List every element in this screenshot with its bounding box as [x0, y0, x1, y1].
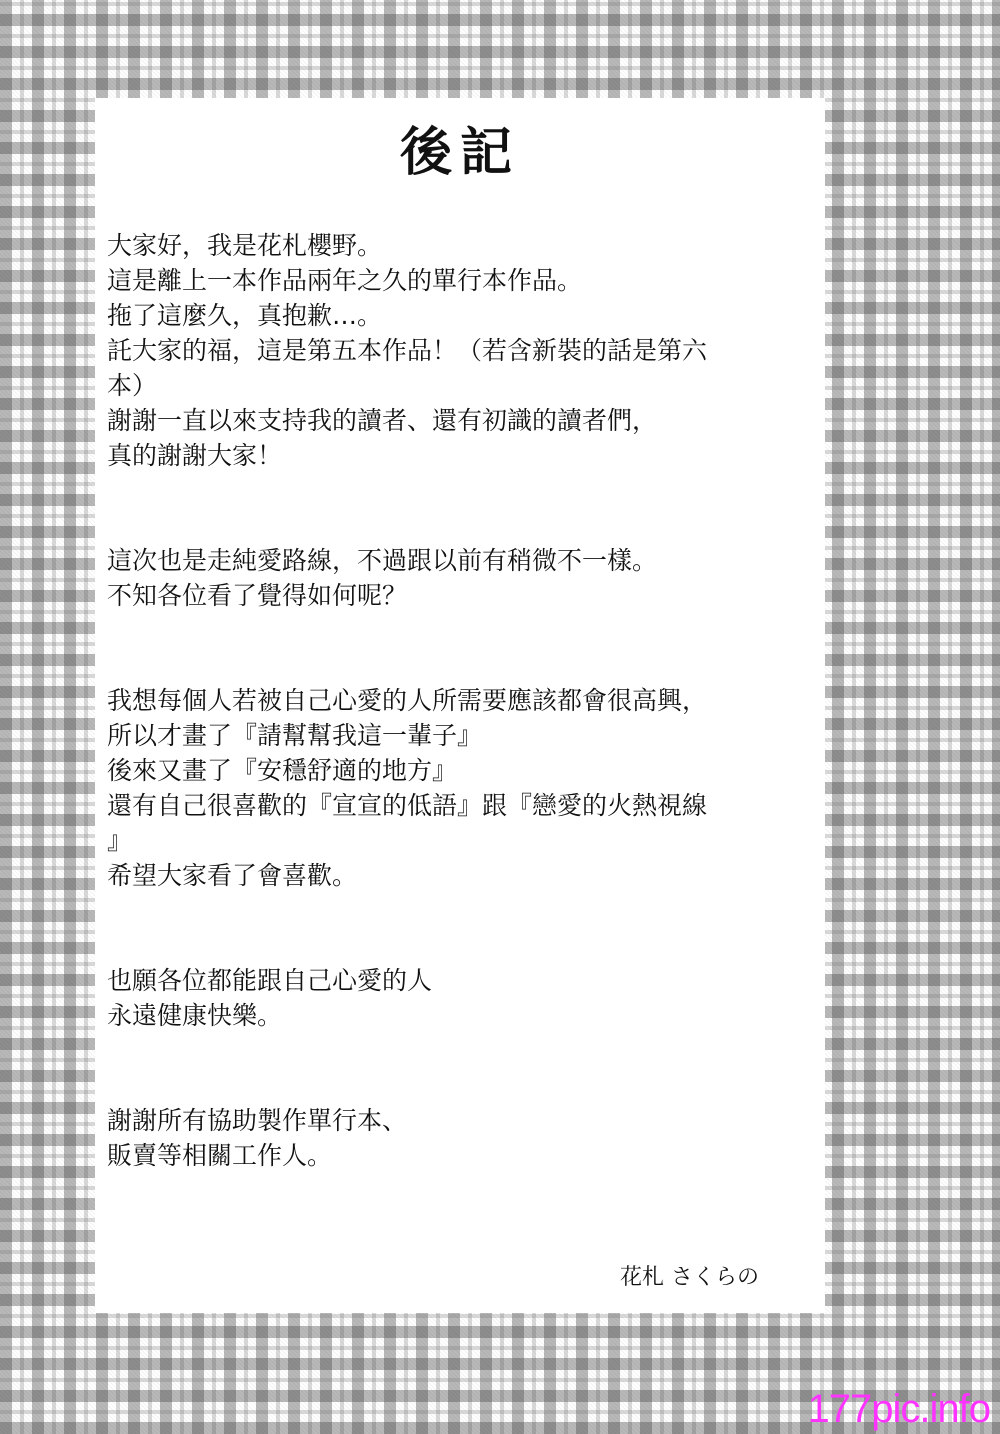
- text-panel: [95, 98, 825, 1313]
- text-line: 所以才畫了『請幫幫我這一輩子』: [107, 721, 483, 750]
- page-title: 後記: [399, 123, 520, 183]
- text-line: 謝謝所有協助製作單行本、: [107, 1106, 408, 1135]
- text-line: 永遠健康快樂。: [107, 1001, 283, 1030]
- paragraph-wishes: [107, 963, 817, 1033]
- text-line: 後來又畫了『安穩舒適的地方』: [107, 756, 458, 785]
- author-signature: 花札 さくらの: [620, 1265, 759, 1290]
- text-line: 我想每個人若被自己心愛的人所需要應該都會很高興，: [107, 686, 708, 715]
- text-line: 』: [107, 826, 133, 855]
- paragraph-story: [107, 543, 817, 613]
- paragraph-thanks: [107, 1103, 817, 1173]
- paragraph-works: [107, 683, 817, 893]
- site-watermark: 177pic.info: [807, 1387, 990, 1431]
- paragraph-greeting: [107, 228, 817, 473]
- text-line: 大家好，我是花札櫻野。: [107, 231, 383, 260]
- text-line: 謝謝一直以來支持我的讀者、還有初識的讀者們，: [107, 406, 658, 435]
- afterword-body: [107, 228, 817, 1243]
- text-line: 拖了這麼久，真抱歉…。: [107, 301, 383, 330]
- text-line: 真的謝謝大家！: [107, 441, 283, 470]
- text-line: 本）: [107, 371, 158, 400]
- text-line: 還有自己很喜歡的『宣宣的低語』跟『戀愛的火熱視線: [107, 791, 708, 820]
- text-line: 希望大家看了會喜歡。: [107, 861, 358, 890]
- text-line: 也願各位都能跟自己心愛的人: [107, 966, 433, 995]
- text-line: 這次也是走純愛路線，不過跟以前有稍微不一樣。: [107, 546, 658, 575]
- text-line: 不知各位看了覺得如何呢？: [107, 581, 408, 610]
- text-line: 這是離上一本作品兩年之久的單行本作品。: [107, 266, 583, 295]
- text-line: 販賣等相關工作人。: [107, 1141, 333, 1170]
- text-line: 託大家的福，這是第五本作品！（若含新裝的話是第六: [107, 336, 708, 365]
